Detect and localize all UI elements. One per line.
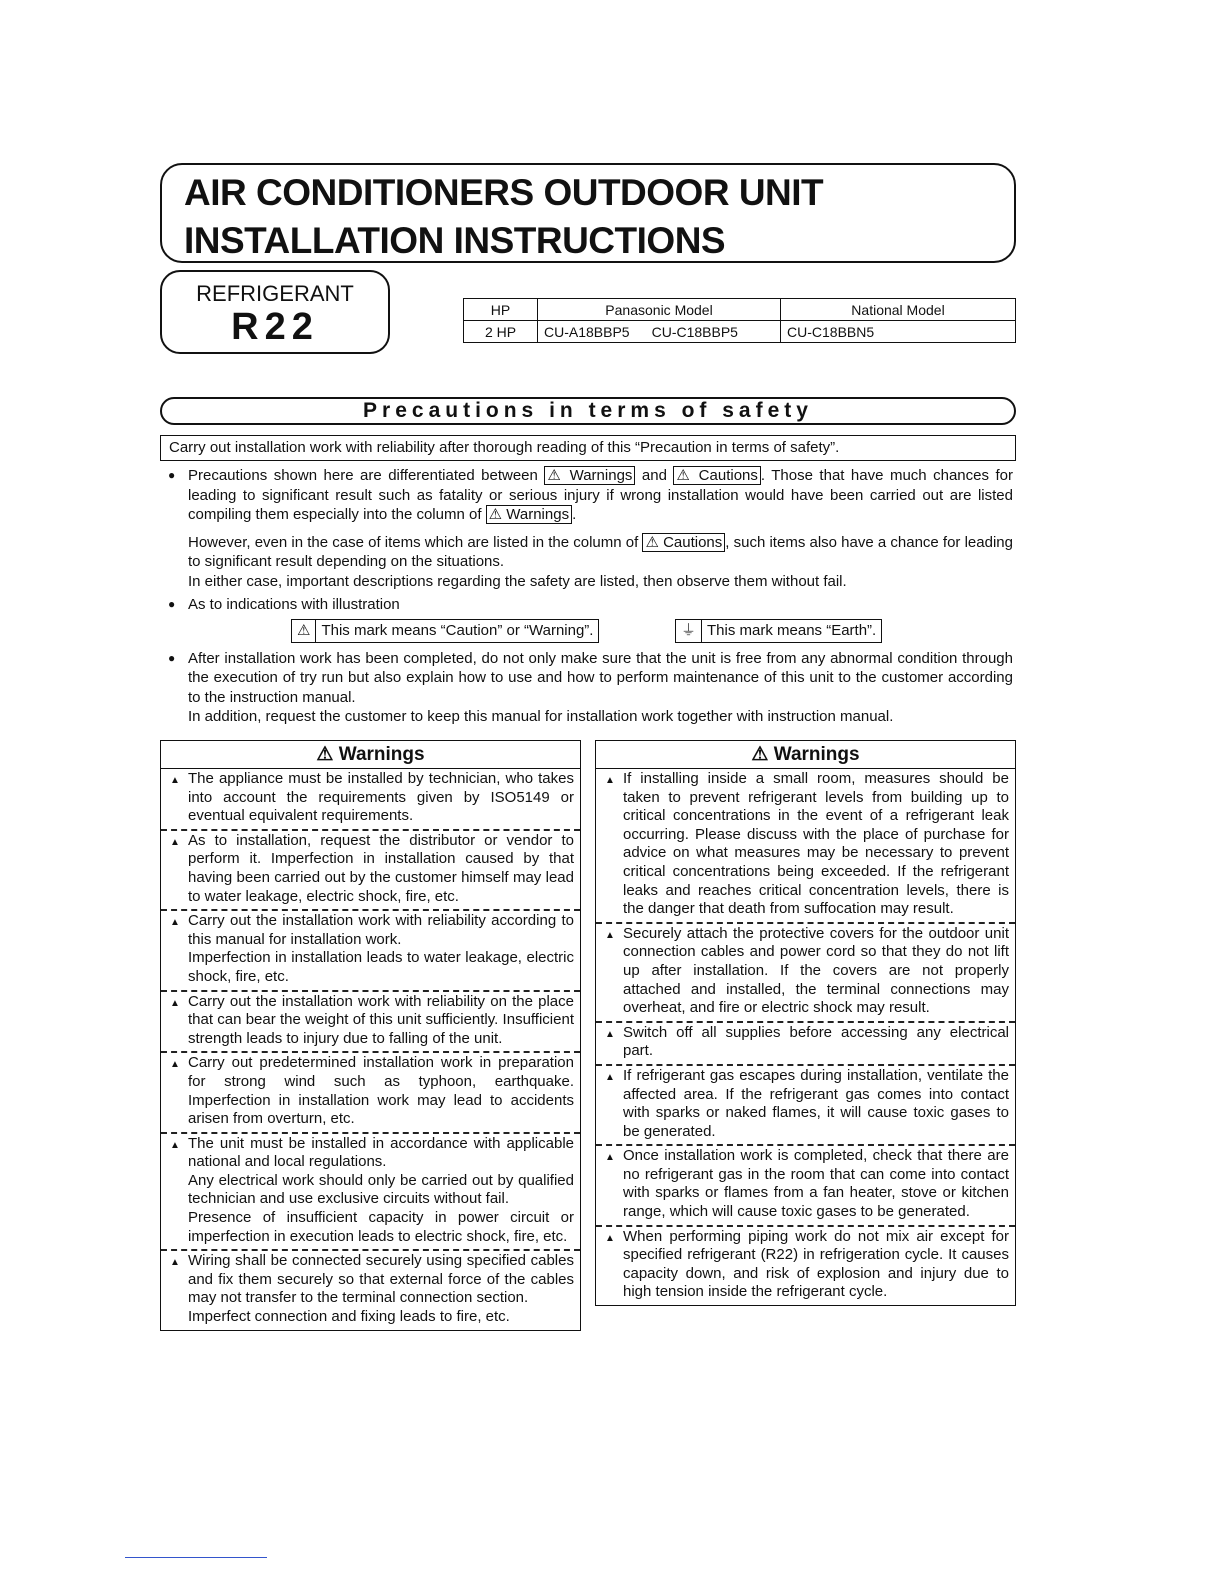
text-segment: . Those that have much chances for leading to significant result such as fatality or serious injury if wrong installation would have been carried out are listed compiling them especially into the column of [188, 467, 1013, 523]
footer-rule [125, 1557, 267, 1558]
warning-text: ▲ Securely attach the protective covers for the outdoor unit connection cables and power cord so that they do not lift up after installation. If the covers are not properly attached and installed, the terminal connections may overheat, and fire or electric shock may result. [623, 924, 1009, 1017]
warnings-column-right [595, 740, 1016, 1306]
text-segment: Precautions shown here are differentiated between [188, 467, 545, 484]
precaution-bullet-2: ● As to indications with illustration [168, 595, 1013, 615]
text-segment: . [572, 506, 577, 523]
warning-text: Any electrical work should only be carried out by qualified technician and use exclusive circuits without fail. [188, 1171, 574, 1208]
document-title-box [160, 163, 1016, 263]
warning-text: ▲ The unit must be installed in accordance with applicable national and local regulations. [188, 1134, 574, 1171]
caution-mark-legend [291, 619, 599, 643]
warning-item [161, 769, 580, 831]
warning-text: ▲ As to installation, request the distributor or vendor to perform it. Imperfection in installation caused by that having been carried out by the customer himself may lead to water leakage, electric shock, fire, etc. [188, 831, 574, 905]
cautions-tag: ⚠ Cautions [642, 533, 725, 552]
cautions-tag: ⚠ Cautions [673, 466, 760, 485]
panasonic-model-b: CU-C18BBP5 [651, 323, 738, 340]
refrigerant-label: REFRIGERANT [196, 281, 354, 306]
earth-mark-text: This mark means “Earth”. [707, 621, 877, 639]
warning-text: ▲ Carry out the installation work with reliability on the place that can bear the weight of this unit sufficiently. Insufficient strength leads to injury due to falling of the unit. [188, 992, 574, 1047]
warnings-tag: ⚠ Warnings [544, 466, 635, 485]
text-segment: However, even in the case of items which are listed in the column of [188, 533, 643, 551]
precaution-paragraph-in-addition: In addition, request the customer to keep this manual for installation work together with instruction manual. [188, 708, 894, 725]
warning-text: ▲ If refrigerant gas escapes during installation, ventilate the affected area. If the refrigerant gas comes into contact with sparks or naked flames, it will cause toxic gases to be generated. [623, 1066, 1009, 1140]
warning-item [596, 924, 1015, 1023]
precaution-paragraph-however [168, 533, 1013, 572]
safety-heading: Precautions in terms of safety [160, 397, 1016, 425]
text-segment: , such items also have a chance for leading to significant result depending on the situations. [188, 533, 1013, 570]
header-hp: HP [464, 299, 538, 321]
warning-item [596, 1146, 1015, 1226]
caution-mark-text: This mark means “Caution” or “Warning”. [321, 621, 594, 639]
warning-item [596, 769, 1015, 924]
safety-intro: Carry out installation work with reliability after thorough reading of this “Precaution in terms of safety”. [160, 435, 1016, 461]
text-segment: and [635, 467, 674, 484]
title-line-2: INSTALLATION INSTRUCTIONS [184, 220, 726, 261]
warning-item [161, 1251, 580, 1329]
warning-text: ▲ Carry out predetermined installation work in preparation for strong wind such as typhoon, earthquake. Imperfection in installation work may lead to accidents arisen from overturn, etc. [188, 1054, 574, 1128]
refrigerant-badge [160, 270, 390, 354]
header-panasonic-model: Panasonic Model [538, 299, 781, 321]
warning-item [161, 1053, 580, 1133]
cell-panasonic-models [538, 321, 781, 343]
refrigerant-value: R22 [231, 306, 319, 348]
warning-text: Imperfection in installation leads to water leakage, electric shock, fire, etc. [188, 949, 574, 985]
warning-item [596, 1227, 1015, 1305]
panasonic-model-a: CU-A18BBP5 [544, 323, 630, 340]
warning-text: ▲ Once installation work is completed, check that there are no refrigerant gas in the room that can come into contact with sparks or flames from a fan heater, stove or kitchen range, which will cause toxic gases to be generated. [623, 1147, 1009, 1221]
warning-text: ▲ Carry out the installation work with reliability according to this manual for installation work. [188, 912, 574, 948]
model-table-header-row [464, 299, 1016, 321]
illustration-marks [168, 619, 1013, 645]
precaution-bullet-3: ● After installation work has been completed, do not only make sure that the unit is free from any abnormal condition through the execution of try run but also explain how to use and how to perform maintenance of this unit to the customer according to the instruction manual. [168, 649, 1013, 708]
warning-triangle-icon: ⚠ [292, 620, 316, 642]
warning-text: ▲ When performing piping work do not mix air except for specified refrigerant (R22) in refrigeration cycle. It causes capacity down, and risk of explosion and injury due to high tension inside the refrigerant cycle. [623, 1227, 1009, 1301]
warning-item [161, 831, 580, 911]
model-table [463, 298, 1016, 343]
warning-text: ▲ Switch off all supplies before accessing any electrical part. [623, 1023, 1009, 1060]
precautions-section [168, 466, 1013, 727]
header-national-model: National Model [781, 299, 1016, 321]
earth-ground-icon: ⏚ [676, 620, 702, 642]
earth-mark-legend [675, 619, 882, 643]
warning-item [161, 911, 580, 991]
warning-item [161, 992, 580, 1054]
warning-text: Presence of insufficient capacity in power circuit or imperfection in execution leads to electric shock, fire, etc. [188, 1209, 574, 1245]
cell-national-model: CU-C18BBN5 [781, 321, 1016, 343]
warning-item [596, 1066, 1015, 1146]
cell-hp: 2 HP [464, 321, 538, 343]
warnings-tag: ⚠ Warnings [486, 505, 572, 524]
precaution-paragraph-either-case: In either case, important descriptions regarding the safety are listed, then observe them without fail. [188, 572, 847, 590]
warnings-column-left [160, 740, 581, 1331]
title-line-1: AIR CONDITIONERS OUTDOOR UNIT [184, 172, 824, 213]
warning-item [161, 1134, 580, 1252]
model-table-row [464, 321, 1016, 343]
warnings-title: ⚠ Warnings [161, 741, 580, 769]
warnings-title: ⚠ Warnings [596, 741, 1015, 769]
warning-text: Imperfect connection and fixing leads to fire, etc. [188, 1308, 510, 1326]
warning-text: ▲ The appliance must be installed by technician, who takes into account the requirements given by ISO5149 or eventual equivalent requirements. [188, 770, 574, 825]
warning-text: ▲ Wiring shall be connected securely using specified cables and fix them securely so that external force of the cables may not transfer to the terminal connection section. [188, 1252, 574, 1307]
precaution-bullet-1 [168, 466, 1013, 525]
warning-text: ▲ If installing inside a small room, measures should be taken to prevent refrigerant levels from building up to critical concentrations in the event of a refrigerant leak occurring. Please discuss with the place of purchase for advice on what measures may be necessary to prevent critical concentrations being exceeded. If the refrigerant leaks and reaches critical concentration levels, there is the danger that death from suffocation may result. [623, 770, 1009, 918]
warning-item [596, 1023, 1015, 1066]
